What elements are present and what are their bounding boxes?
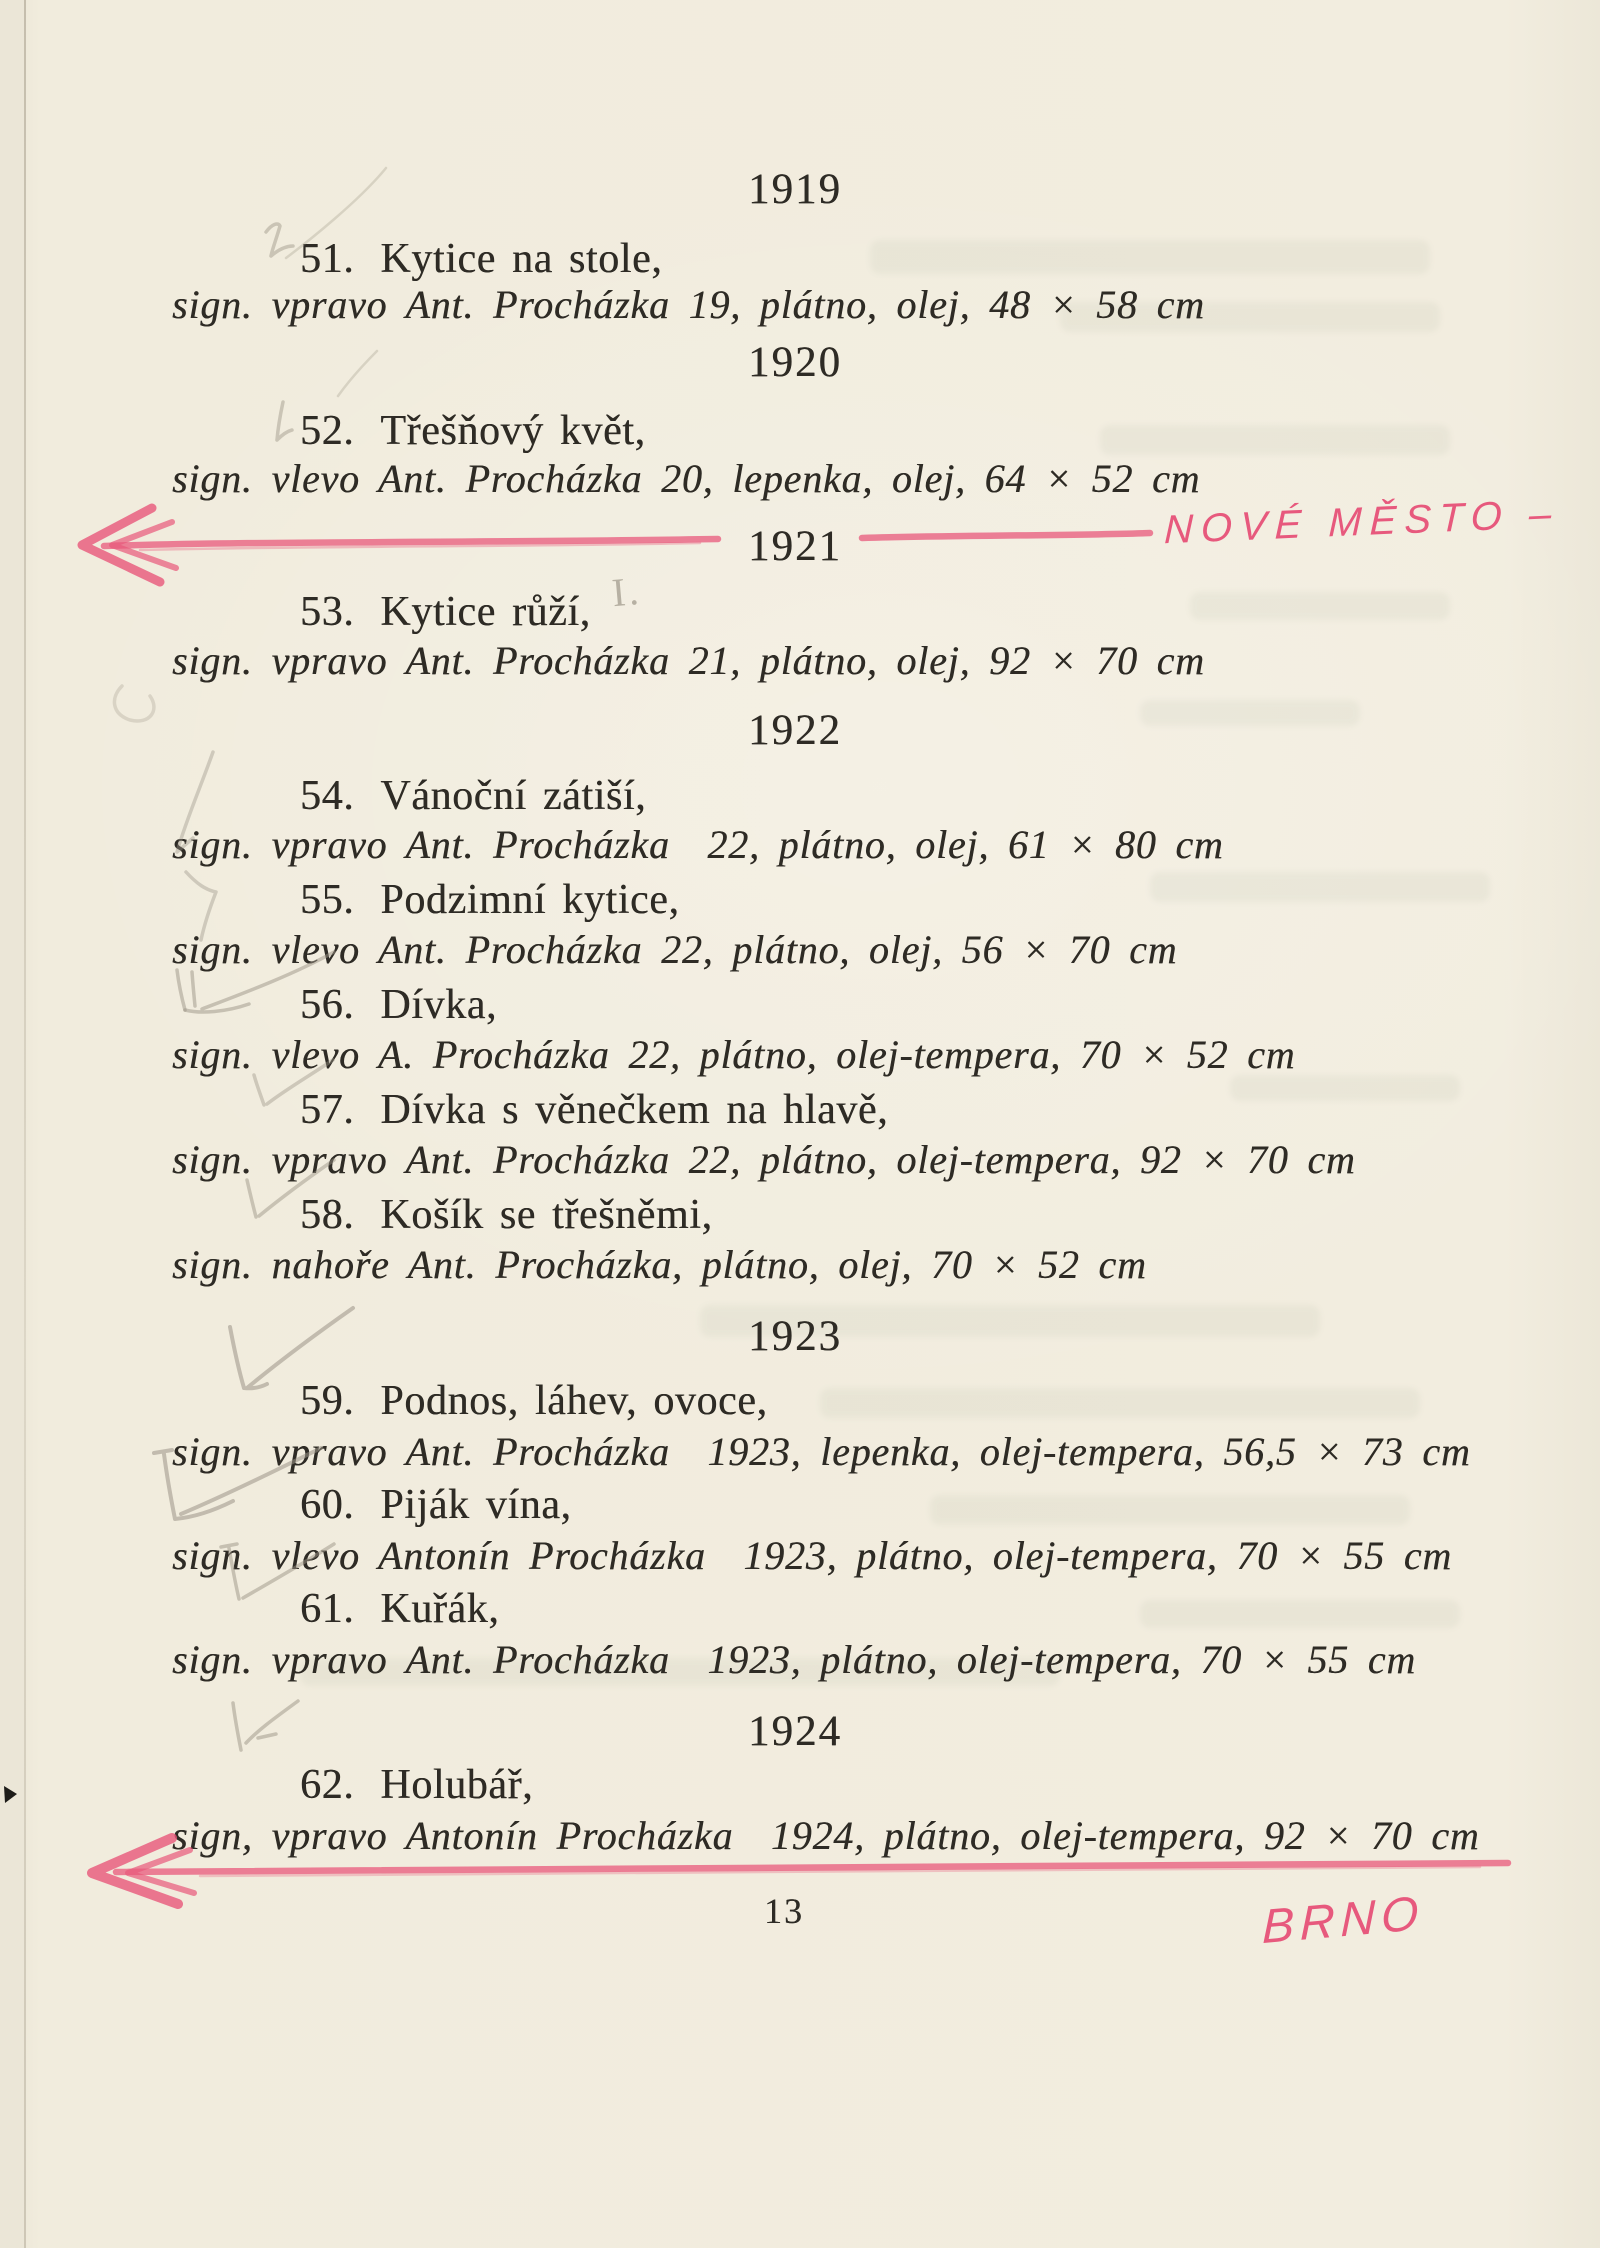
showthrough-ghost <box>1230 1075 1460 1101</box>
entry-number: 59. <box>300 1378 355 1424</box>
page-fold-line <box>24 0 26 2248</box>
showthrough-ghost <box>820 1388 1420 1418</box>
showthrough-ghost <box>1100 425 1450 455</box>
entry-title-text: Podnos, láhev, ovoce, <box>380 1378 768 1424</box>
showthrough-ghost <box>1140 1600 1460 1628</box>
entry-title-text: Podzimní kytice, <box>380 877 680 923</box>
entry-51-signature: sign. vpravo Ant. Procházka 19, plátno, olej, 48 × 58 cm <box>172 282 1205 327</box>
year-heading-1922: 1922 <box>748 707 842 754</box>
showthrough-ghost <box>930 1495 1410 1525</box>
handwritten-nove-mesto-annotation: NOVÉ MĚSTO – <box>1163 491 1560 553</box>
year-heading-1923: 1923 <box>748 1313 842 1360</box>
entry-number: 62. <box>300 1762 355 1808</box>
entry-53-signature: sign. vpravo Ant. Procházka 21, plátno, olej, 92 × 70 cm <box>172 638 1205 683</box>
entry-title-text: Piják vína, <box>380 1482 572 1528</box>
entry-title-text: Kytice na stole, <box>380 236 663 282</box>
year-heading-1924: 1924 <box>748 1708 842 1755</box>
entry-56-signature: sign. vlevo A. Procházka 22, plátno, olej-tempera, 70 × 52 cm <box>172 1032 1296 1077</box>
year-heading-1920: 1920 <box>748 339 842 386</box>
entry-51-title <box>300 235 662 283</box>
entry-61-title <box>300 1585 499 1633</box>
entry-57-title <box>300 1086 888 1134</box>
entry-number: 53. <box>300 589 355 635</box>
entry-60-title <box>300 1481 572 1529</box>
entry-title-text: Kytice růží, <box>380 589 591 635</box>
page-left-edge <box>0 0 24 2248</box>
entry-title-text: Dívka s věnečkem na hlavě, <box>380 1087 889 1133</box>
entry-number: 51. <box>300 236 355 282</box>
entry-number: 54. <box>300 773 355 819</box>
entry-title-text: Vánoční zátiší, <box>380 773 647 819</box>
entry-52-signature: sign. vlevo Ant. Procházka 20, lepenka, olej, 64 × 52 cm <box>172 456 1201 501</box>
entry-number: 60. <box>300 1482 355 1528</box>
entry-55-title <box>300 876 680 924</box>
entry-60-signature: sign. vlevo Antonín Procházka 1923, plátno, olej-tempera, 70 × 55 cm <box>172 1533 1453 1578</box>
entry-57-signature: sign. vpravo Ant. Procházka 22, plátno, olej-tempera, 92 × 70 cm <box>172 1137 1356 1182</box>
entry-53-title <box>300 588 591 636</box>
entry-62-title <box>300 1761 533 1809</box>
entry-61-signature: sign. vpravo Ant. Procházka 1923, plátno, olej-tempera, 70 × 55 cm <box>172 1637 1417 1682</box>
year-heading-1921: 1921 <box>748 523 842 570</box>
entry-title-text: Třešňový květ, <box>380 408 646 454</box>
entry-58-title <box>300 1191 713 1239</box>
showthrough-ghost <box>1190 592 1450 620</box>
entry-title-text: Košík se třešněmi, <box>380 1192 713 1238</box>
showthrough-ghost <box>1150 872 1490 902</box>
entry-title-text: Dívka, <box>380 982 498 1028</box>
entry-59-title <box>300 1377 768 1425</box>
entry-54-signature: sign. vpravo Ant. Procházka 22, plátno, olej, 61 × 80 cm <box>172 822 1224 867</box>
entry-number: 58. <box>300 1192 355 1238</box>
entry-62-signature: sign, vpravo Antonín Procházka 1924, plátno, olej-tempera, 92 × 70 cm <box>172 1813 1480 1858</box>
entry-number: 56. <box>300 982 355 1028</box>
entry-59-signature: sign. vpravo Ant. Procházka 1923, lepenka, olej-tempera, 56,5 × 73 cm <box>172 1429 1471 1474</box>
entry-52-title <box>300 407 646 455</box>
entry-54-title <box>300 772 646 820</box>
entry-title-text: Holubář, <box>380 1762 534 1808</box>
entry-title-text: Kuřák, <box>380 1586 500 1632</box>
year-heading-1919: 1919 <box>748 166 842 213</box>
handwritten-brno-annotation: BRNO <box>1261 1886 1425 1955</box>
entry-number: 61. <box>300 1586 355 1632</box>
pencil-roman-numeral-note: I. <box>610 567 644 616</box>
entry-55-signature: sign. vlevo Ant. Procházka 22, plátno, olej, 56 × 70 cm <box>172 927 1178 972</box>
entry-56-title <box>300 981 497 1029</box>
page-number: 13 <box>764 1891 804 1931</box>
entry-number: 55. <box>300 877 355 923</box>
entry-number: 57. <box>300 1087 355 1133</box>
entry-number: 52. <box>300 408 355 454</box>
entry-58-signature: sign. nahoře Ant. Procházka, plátno, olej, 70 × 52 cm <box>172 1242 1147 1287</box>
showthrough-ghost <box>870 240 1430 274</box>
showthrough-ghost <box>1140 700 1360 726</box>
